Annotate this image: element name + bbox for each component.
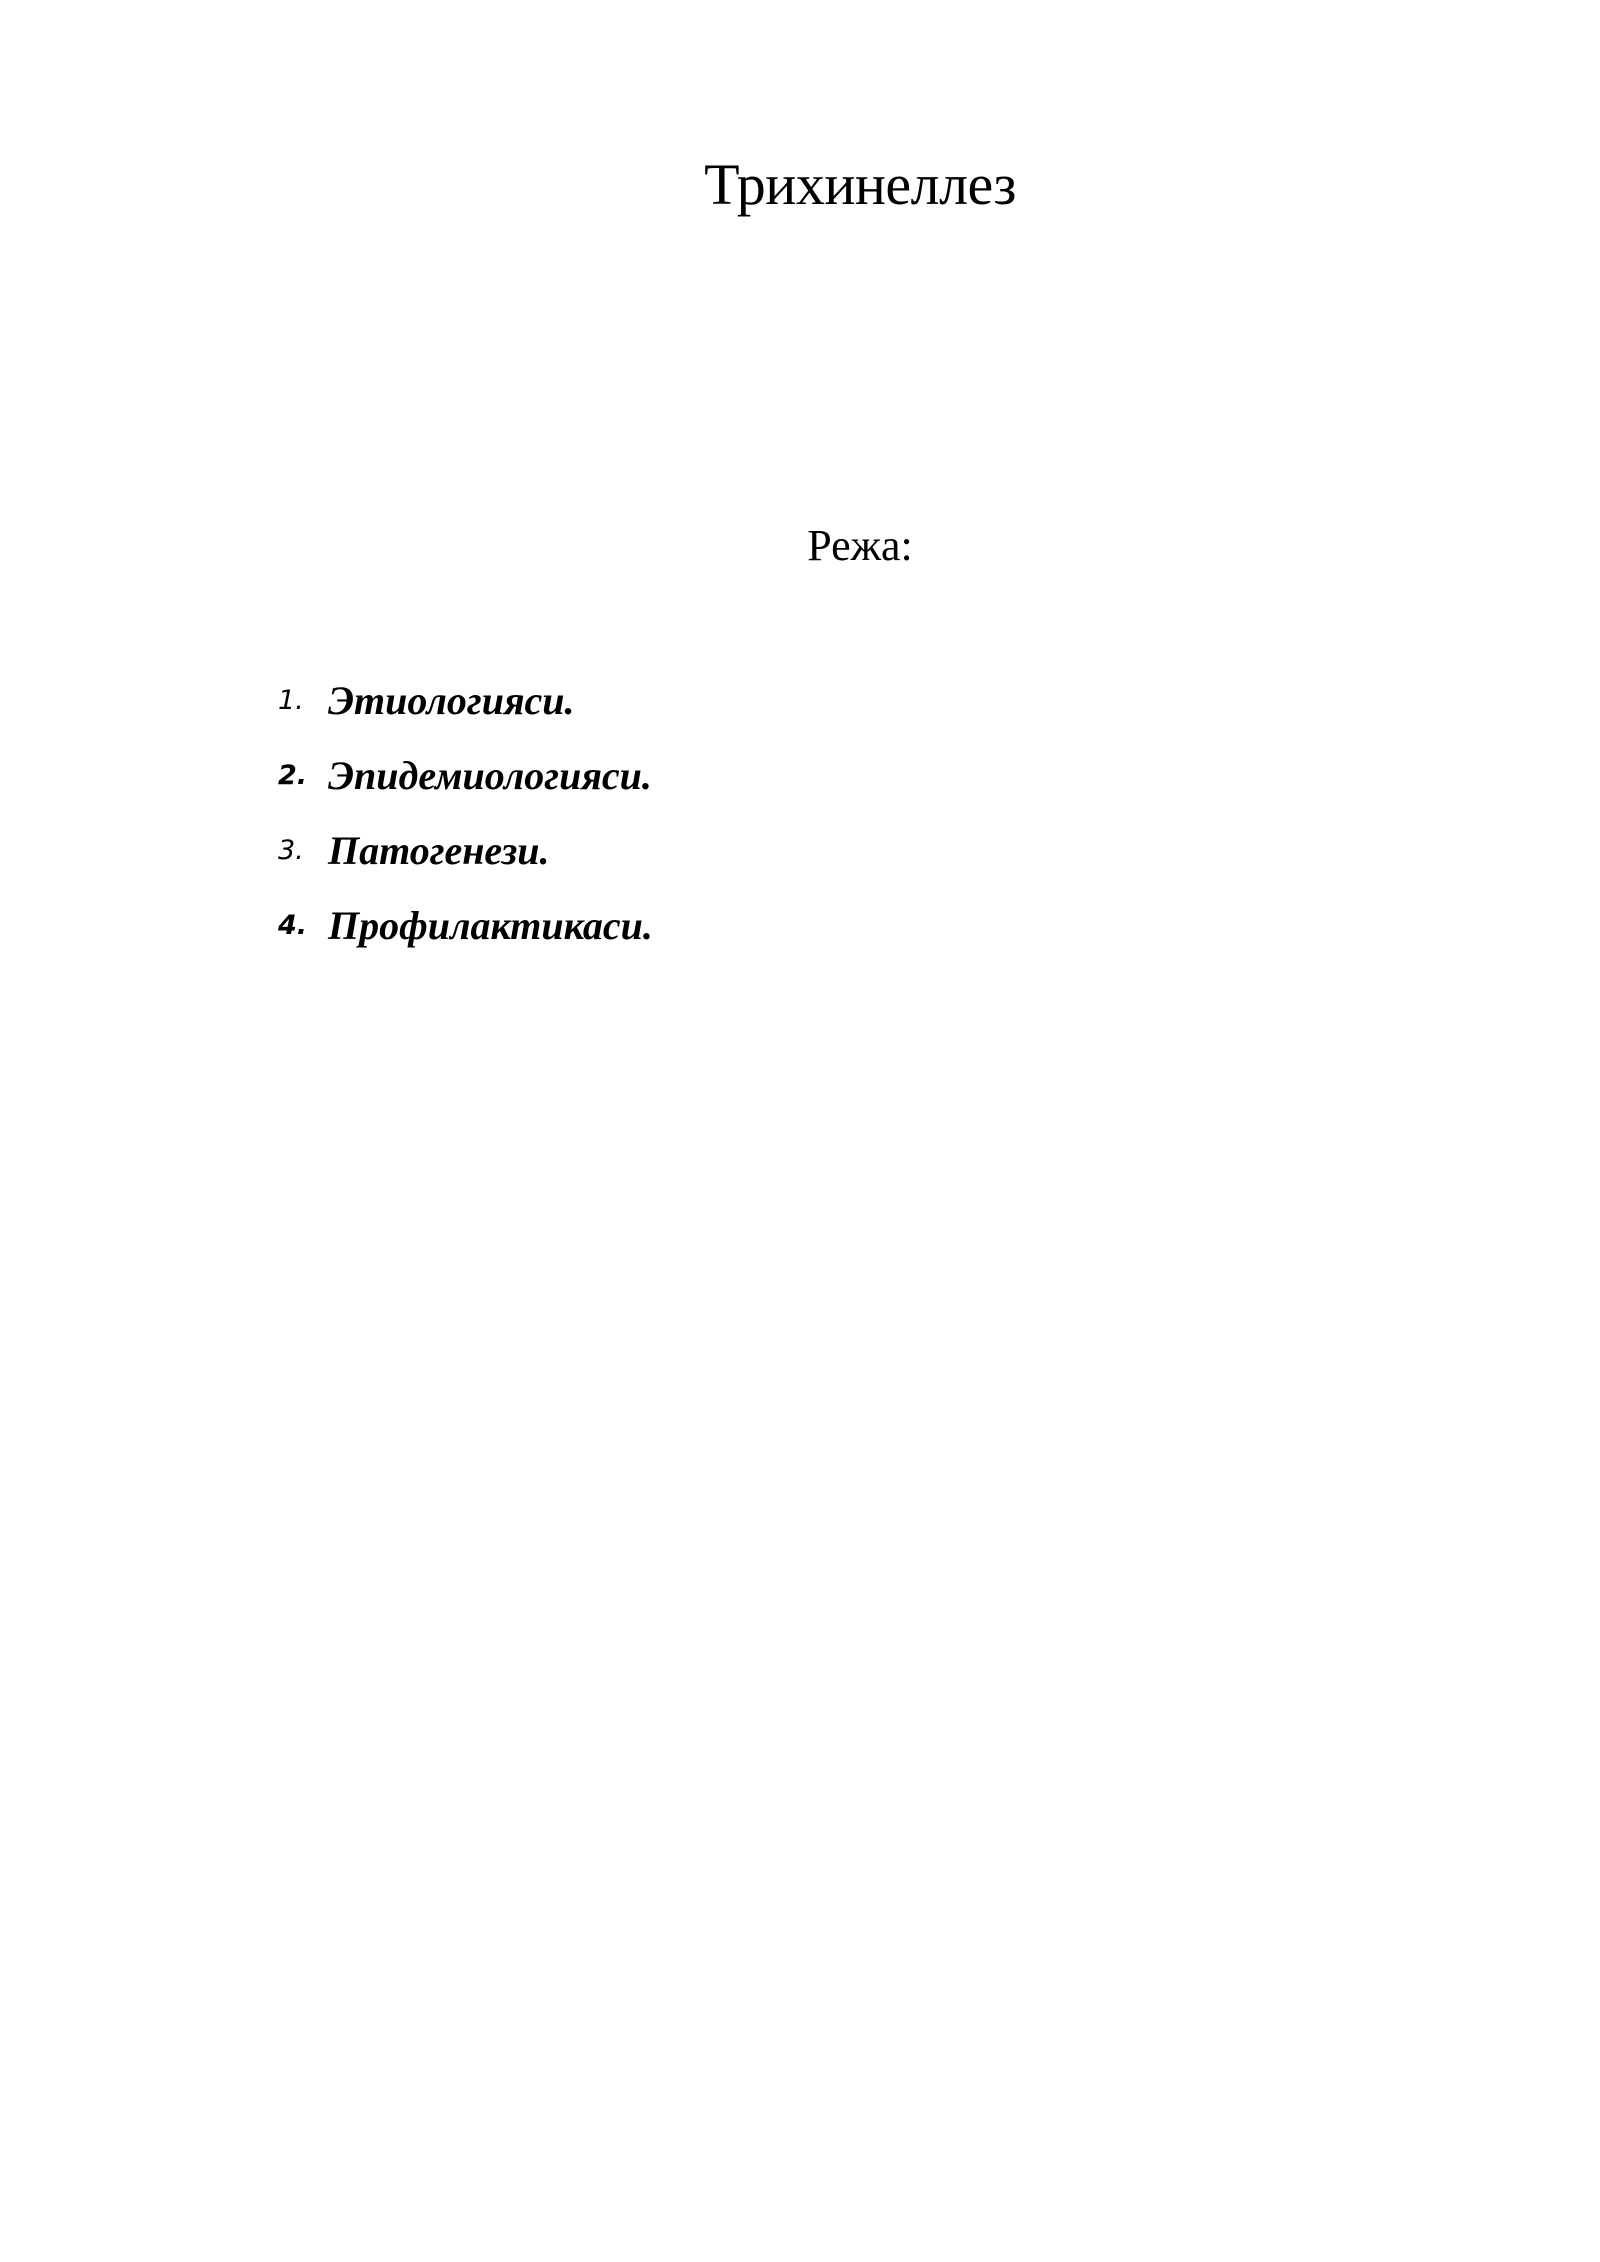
plan-item-pathogenesis — [278, 813, 653, 888]
plan-item-number: 3. — [278, 835, 304, 866]
plan-item-prevention — [278, 888, 653, 963]
plan-item-number: 2. — [278, 760, 308, 791]
plan-item-text: Профилактикаси. — [328, 903, 653, 948]
plan-heading: Режа: — [807, 521, 913, 570]
plan-item-text: Эпидемиологияси. — [328, 753, 652, 798]
plan-item-epidemiology — [278, 738, 653, 813]
plan-item-text: Патогенези. — [328, 828, 550, 873]
plan-item-text: Этиологияси. — [328, 678, 575, 723]
plan-item-number: 1. — [278, 685, 304, 716]
plan-list — [278, 663, 653, 963]
plan-item-number: 4. — [278, 910, 308, 941]
document-title: Трихинеллез — [704, 152, 1016, 217]
plan-item-etiology — [278, 663, 653, 738]
